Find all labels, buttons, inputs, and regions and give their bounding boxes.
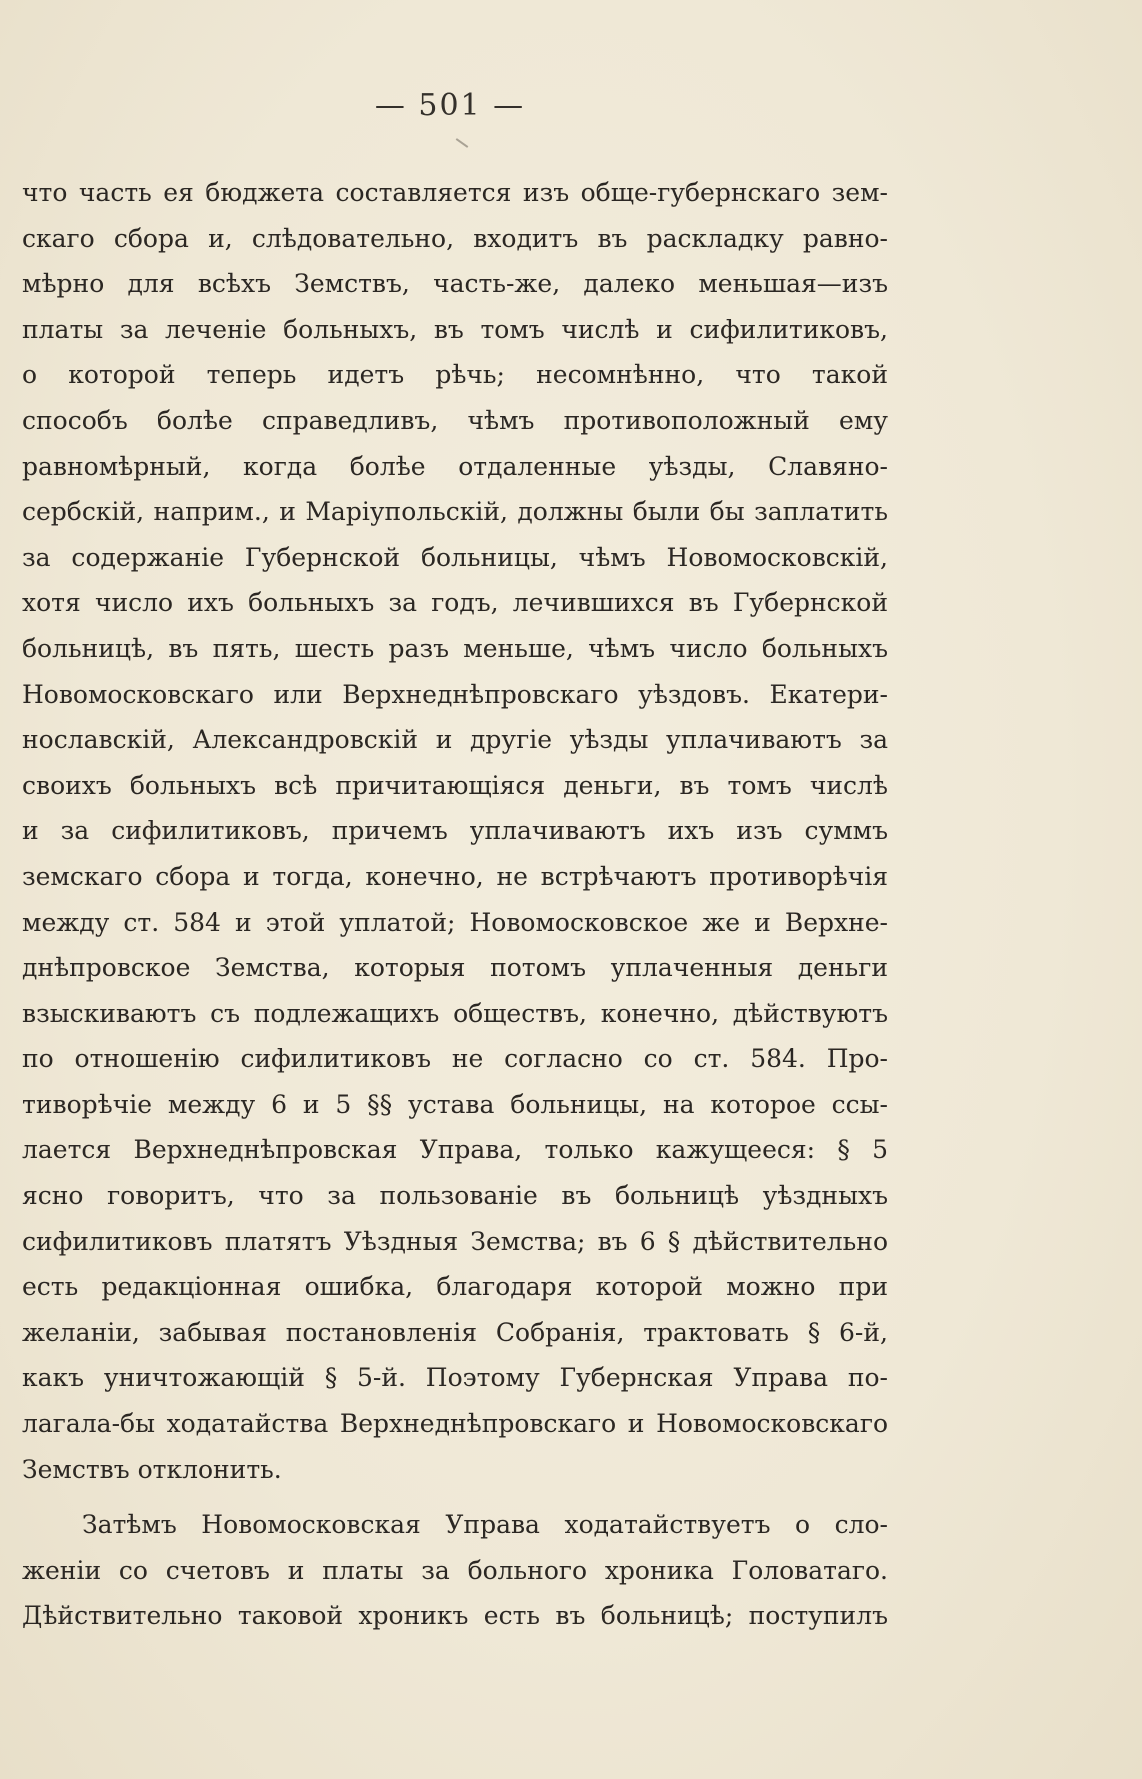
text-line: равномѣрный, когда болѣе отдаленные уѣзды, Славяно- <box>22 451 888 481</box>
text-line: о которой теперь идетъ рѣчь; несомнѣнно, что такой <box>22 360 888 390</box>
text-line: женіи со счетовъ и платы за больного хроника Головатаго. <box>22 1555 888 1585</box>
text-line: между ст. 584 и этой уплатой; Новомосковское же и Верхне- <box>22 907 888 937</box>
text-line: способъ болѣе справедливъ, чѣмъ противоположный ему <box>22 405 888 435</box>
text-line: тиворѣчіе между 6 и 5 §§ устава больницы, на которое ссы- <box>22 1089 888 1119</box>
text-line: лагала-бы ходатайства Верхнеднѣпровскаго и Новомосковскаго <box>22 1409 888 1439</box>
text-line: взыскиваютъ съ подлежащихъ обществъ, конечно, дѣйствуютъ <box>22 998 888 1028</box>
text-line: что часть ея бюджета составляется изъ обще-губернскаго зем- <box>22 178 888 207</box>
text-line: Затѣмъ Новомосковская Управа ходатайствуетъ о сло- <box>82 1510 888 1540</box>
text-line: днѣпровское Земства, которыя потомъ уплаченныя деньги <box>22 953 888 983</box>
text-line: Земствъ отклонить. <box>22 1454 282 1484</box>
text-line: нославскій, Александровскій и другіе уѣзды уплачиваютъ за <box>22 725 888 755</box>
text-line: за содержаніе Губернской больницы, чѣмъ Новомосковскій, <box>22 542 888 572</box>
text-line: есть редакціонная ошибка, благодаря которой можно при <box>22 1272 888 1302</box>
text-line: больницѣ, въ пять, шесть разъ меньше, чѣмъ число больныхъ <box>22 633 888 663</box>
text-line: платы за леченіе больныхъ, въ томъ числѣ и сифилитиковъ, <box>22 314 888 344</box>
text-line: Новомосковскаго или Верхнеднѣпровскаго уѣздовъ. Екатери- <box>22 679 888 709</box>
text-line: хотя число ихъ больныхъ за годъ, лечившихся въ Губернской <box>22 588 888 618</box>
text-line: земскаго сбора и тогда, конечно, не встрѣчаютъ противорѣчія <box>22 861 888 891</box>
paragraph-1 <box>22 170 888 1492</box>
text-line: скаго сбора и, слѣдовательно, входитъ въ раскладку равно- <box>22 223 888 253</box>
ink-speck <box>456 138 469 148</box>
text-line: ясно говоритъ, что за пользованіе въ больницѣ уѣздныхъ <box>22 1181 888 1211</box>
text-line: лается Верхнеднѣпровская Управа, только кажущееся: § 5 <box>22 1135 888 1165</box>
text-line: своихъ больныхъ всѣ причитающіяся деньги, въ томъ числѣ <box>22 770 888 800</box>
body-text <box>22 170 888 1639</box>
text-line: Дѣйствительно таковой хроникъ есть въ больницѣ; поступилъ <box>22 1601 888 1631</box>
text-line: по отношенію сифилитиковъ не согласно со ст. 584. Про- <box>22 1044 888 1074</box>
paragraph-2 <box>22 1502 888 1639</box>
paragraph-gap <box>22 1492 888 1502</box>
text-line: и за сифилитиковъ, причемъ уплачиваютъ ихъ изъ суммъ <box>22 816 888 846</box>
text-line: сербскій, наприм., и Маріупольскій, должны были бы заплатить <box>22 497 888 527</box>
text-line: сифилитиковъ платятъ Уѣздныя Земства; въ 6 § дѣйствительно <box>22 1226 888 1256</box>
text-line: мѣрно для всѣхъ Земствъ, часть-же, далеко меньшая—изъ <box>22 269 888 299</box>
page-number: — 501 — <box>374 88 526 123</box>
text-line: желаніи, забывая постановленія Собранія, трактовать § 6-й, <box>22 1317 888 1347</box>
text-line: какъ уничтожающій § 5-й. Поэтому Губернская Управа по- <box>22 1363 888 1393</box>
